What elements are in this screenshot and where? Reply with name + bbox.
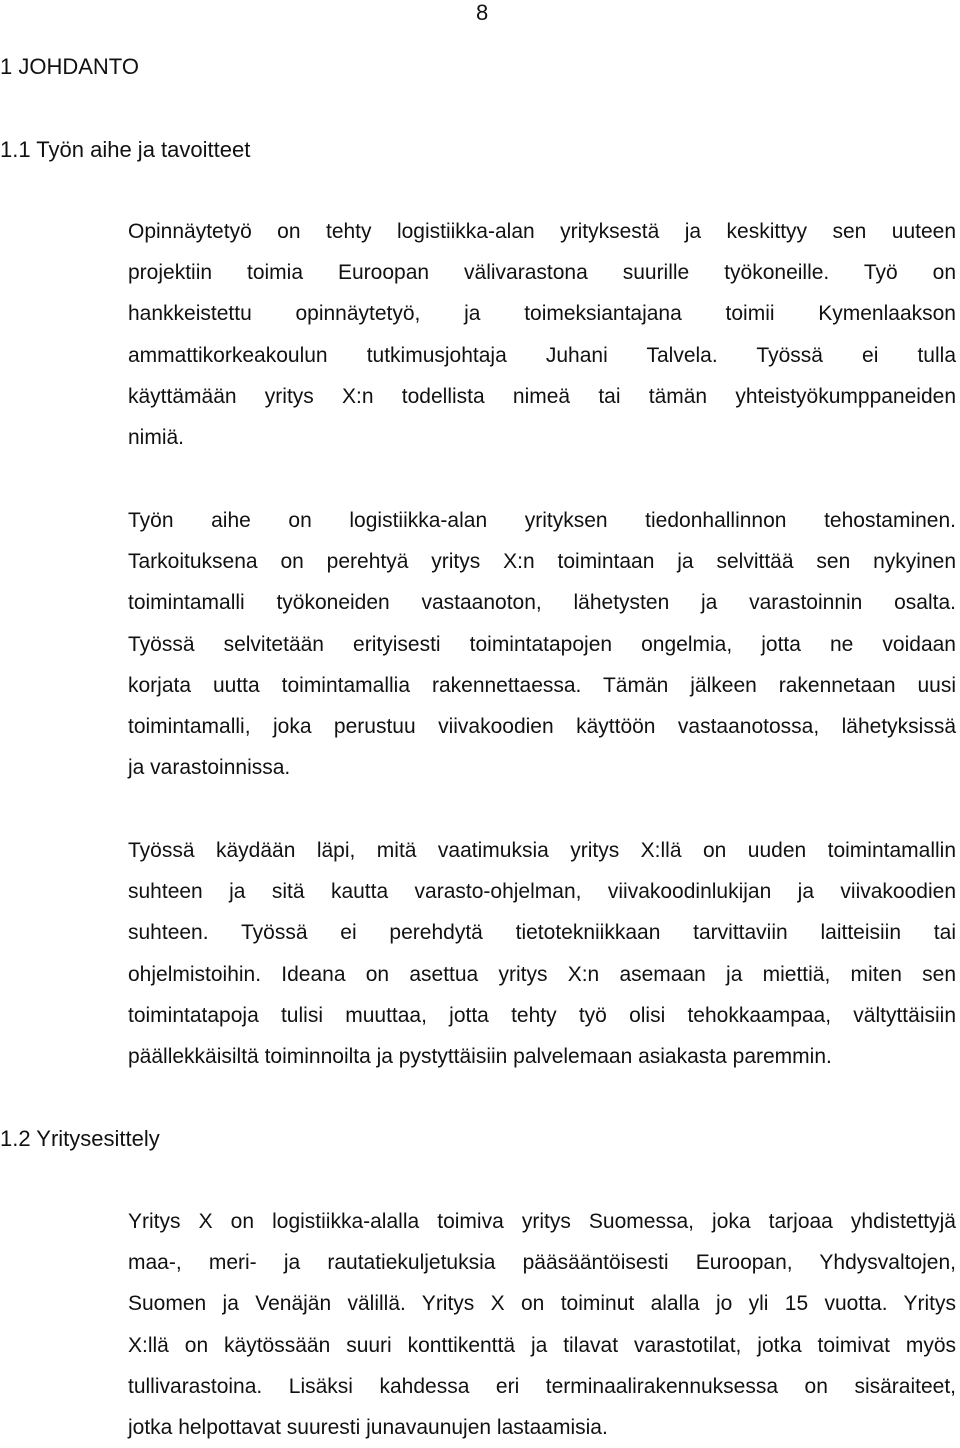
paragraph-line: korjata uutta toimintamallia rakennettaessa. Tämän jälkeen rakennetaan uusi xyxy=(128,673,956,697)
paragraph-line: Tarkoituksena on perehtyä yritys X:n toimintaan ja selvittää sen nykyinen xyxy=(128,550,956,574)
paragraph-line: maa-, meri- ja rautatiekuljetuksia pääsääntöisesti Euroopan, Yhdysvaltojen, xyxy=(128,1251,956,1275)
paragraph-line: hankkeistettu opinnäytetyö, ja toimeksiantajana toimii Kymenlaakson xyxy=(128,302,956,326)
paragraph-line: toimintamalli, joka perustuu viivakoodien käyttöön vastaanotossa, lähetyksissä xyxy=(128,715,956,739)
paragraph-line: X:llä on käytössään suuri konttikenttä ja tilavat varastotilat, jotka toimivat myös xyxy=(128,1333,956,1357)
paragraph-line: projektiin toimia Euroopan välivarastona suurille työkoneille. Työ on xyxy=(128,261,956,285)
paragraph-line: nimiä. xyxy=(128,426,185,450)
paragraph-line: ja varastoinnissa. xyxy=(128,756,291,780)
paragraph-line: tullivarastoina. Lisäksi kahdessa eri terminaalirakennuksessa on sisäraiteet, xyxy=(128,1374,956,1398)
paragraph-line: Yritys X on logistiikka-alalla toimiva yritys Suomessa, joka tarjoaa yhdistettyjä xyxy=(128,1210,956,1233)
chapter-heading: 1 JOHDANTO xyxy=(0,54,139,79)
paragraph-line: jotka helpottavat suuresti junavaunujen lastaamisia. xyxy=(128,1416,608,1440)
paragraph-1-2-a xyxy=(128,1201,956,1448)
paragraph-1-1-c xyxy=(128,830,956,1077)
section-heading-1-2: 1.2 Yritysesittely xyxy=(0,1126,160,1151)
section-heading-1-1: 1.1 Työn aihe ja tavoitteet xyxy=(0,137,251,162)
paragraph-line: ohjelmistoihin. Ideana on asettua yritys X:n asemaan ja miettiä, miten sen xyxy=(128,962,956,986)
paragraph-line: Suomen ja Venäjän välillä. Yritys X on toiminut alalla jo yli 15 vuotta. Yritys xyxy=(128,1292,956,1316)
paragraph-line: Työssä selvitetään erityisesti toimintatapojen ongelmia, jotta ne voidaan xyxy=(128,632,956,656)
paragraph-line: käyttämään yritys X:n todellista nimeä tai tämän yhteistyökumppaneiden xyxy=(128,384,956,408)
paragraph-line: suhteen ja sitä kautta varasto-ohjelman, viivakoodinlukijan ja viivakoodien xyxy=(128,880,956,904)
paragraph-1-1-b xyxy=(128,500,956,788)
paragraph-line: päällekkäisiltä toiminnoilta ja pystyttäisiin palvelemaan asiakasta paremmin. xyxy=(128,1045,832,1069)
paragraph-line: toimintamalli työkoneiden vastaanoton, lähetysten ja varastoinnin osalta. xyxy=(128,591,956,615)
paragraph-line: toimintatapoja tulisi muuttaa, jotta tehty työ olisi tehokkaampaa, vältyttäisiin xyxy=(128,1003,956,1027)
paragraph-line: ammattikorkeakoulun tutkimusjohtaja Juhani Talvela. Työssä ei tulla xyxy=(128,343,956,367)
paragraph-line: Työn aihe on logistiikka-alan yrityksen tiedonhallinnon tehostaminen. xyxy=(128,509,956,532)
paragraph-line: suhteen. Työssä ei perehdytä tietotekniikkaan tarvittaviin laitteisiin tai xyxy=(128,921,956,945)
paragraph-1-1-a xyxy=(128,211,956,458)
paragraph-line: Työssä käydään läpi, mitä vaatimuksia yritys X:llä on uuden toimintamallin xyxy=(128,839,956,862)
paragraph-line: Opinnäytetyö on tehty logistiikka-alan yrityksestä ja keskittyy sen uuteen xyxy=(128,220,956,243)
page-number: 8 xyxy=(476,0,489,25)
